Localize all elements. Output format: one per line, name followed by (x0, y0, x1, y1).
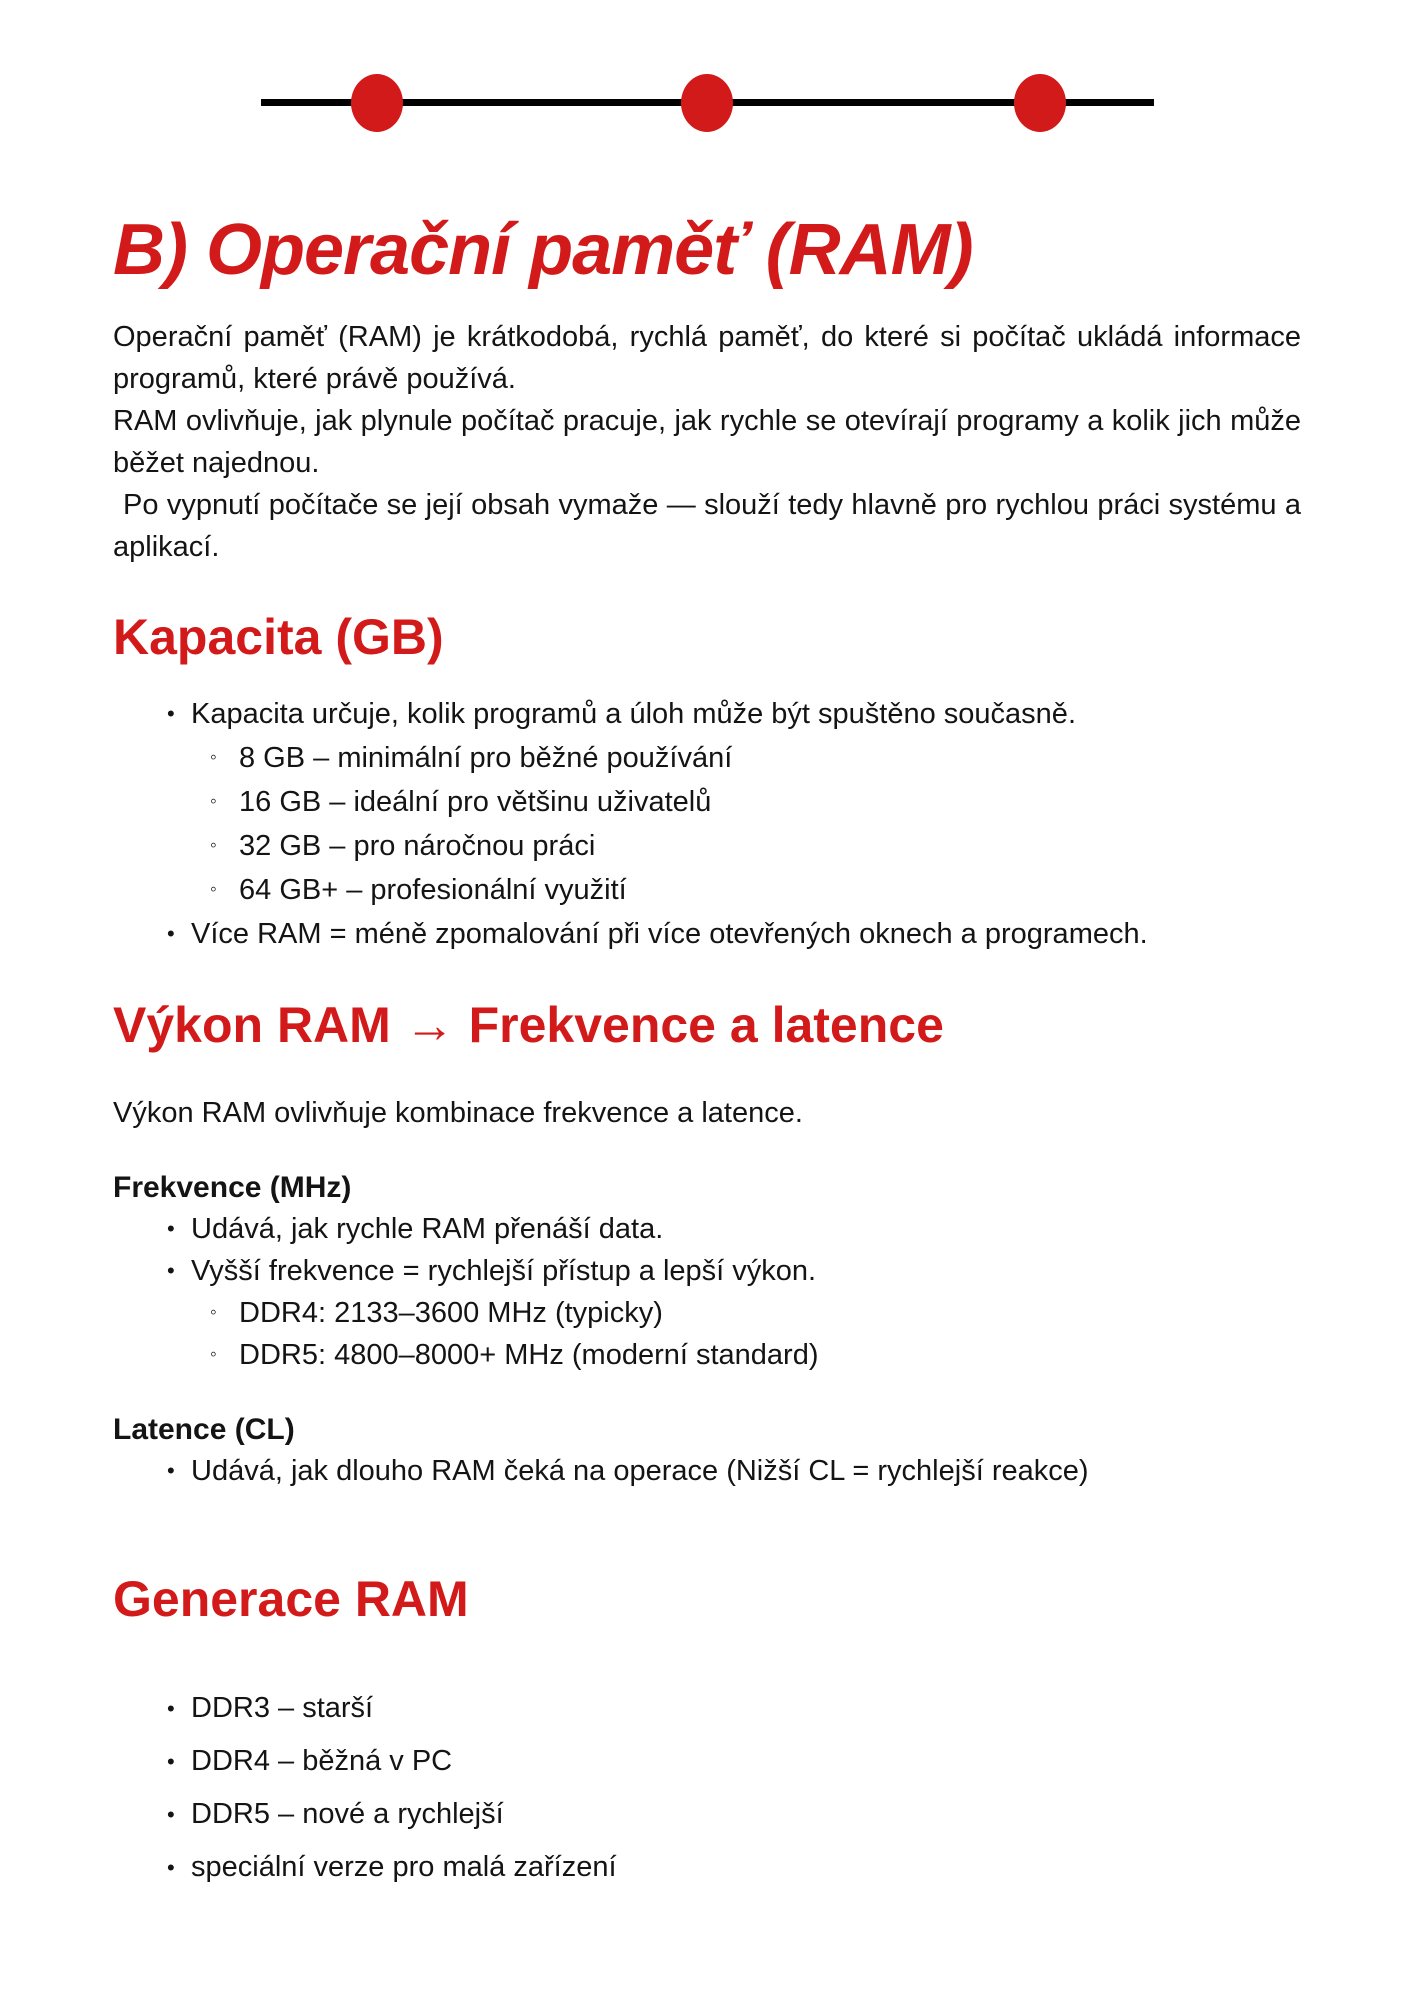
circle-bullet-icon: ◦ (210, 879, 217, 900)
list-item (113, 1682, 1301, 1735)
document-content (113, 210, 1301, 1894)
intro-paragraph-1: Operační paměť (RAM) je krátkodobá, rychlá paměť, do které si počítač ukládá informace programů, které právě používá. (113, 321, 1301, 395)
list-item-text: 32 GB – pro náročnou práci (239, 830, 596, 862)
list-item-text: DDR4 – běžná v PC (191, 1745, 453, 1777)
bullet-icon: • (167, 921, 175, 946)
sub-heading-latence: Latence (CL) (113, 1413, 295, 1446)
list-item-text: Více RAM = méně zpomalování při více otevřených oknech a programech. (191, 918, 1148, 950)
list-item-text: DDR4: 2133–3600 MHz (typicky) (239, 1297, 663, 1329)
intro-paragraphs (113, 316, 1301, 568)
vykon-lead: Výkon RAM ovlivňuje kombinace frekvence a latence. (113, 1097, 803, 1129)
list-item-text: Udává, jak dlouho RAM čeká na operace (Nižší CL = rychlejší reakce) (191, 1455, 1089, 1487)
timeline-decoration (261, 74, 1154, 132)
list-item (113, 1450, 1301, 1492)
kapacita-list (113, 692, 1301, 956)
section-heading-generace: Generace RAM (113, 1571, 469, 1627)
latence-list (113, 1450, 1301, 1492)
generace-list (113, 1682, 1301, 1894)
list-item-text: Kapacita určuje, kolik programů a úloh může být spuštěno současně. (191, 698, 1076, 730)
list-item (113, 1208, 1301, 1250)
bullet-icon: • (167, 1802, 175, 1827)
intro-paragraph-2: RAM ovlivňuje, jak plynule počítač pracuje, jak rychle se otevírají programy a kolik jich může běžet najednou. (113, 405, 1301, 479)
list-item (113, 1735, 1301, 1788)
list-item-text: Vyšší frekvence = rychlejší přístup a lepší výkon. (191, 1255, 817, 1287)
list-item-text: 8 GB – minimální pro běžné používání (239, 742, 733, 774)
section-heading-vykon: Výkon RAM → Frekvence a latence (113, 997, 944, 1053)
list-item-text: 16 GB – ideální pro většinu uživatelů (239, 786, 712, 818)
list-item (113, 1292, 1301, 1334)
list-item (113, 824, 1301, 868)
circle-bullet-icon: ◦ (210, 835, 217, 856)
bullet-icon: • (167, 1855, 175, 1880)
list-item (113, 1334, 1301, 1376)
list-item (113, 912, 1301, 956)
circle-bullet-icon: ◦ (210, 791, 217, 812)
list-item-text: speciální verze pro malá zařízení (191, 1851, 617, 1883)
timeline-dot (1014, 74, 1066, 132)
section-heading-kapacita: Kapacita (GB) (113, 609, 444, 665)
list-item-text: 64 GB+ – profesionální využití (239, 874, 627, 906)
list-item (113, 868, 1301, 912)
list-item-text: DDR5 – nové a rychlejší (191, 1798, 504, 1830)
list-item-text: DDR5: 4800–8000+ MHz (moderní standard) (239, 1339, 819, 1371)
bullet-icon: • (167, 701, 175, 726)
list-item (113, 780, 1301, 824)
bullet-icon: • (167, 1458, 175, 1483)
list-item-text: DDR3 – starší (191, 1692, 374, 1724)
frekvence-list (113, 1208, 1301, 1376)
timeline-dot (681, 74, 733, 132)
circle-bullet-icon: ◦ (210, 747, 217, 768)
bullet-icon: • (167, 1216, 175, 1241)
list-item (113, 1841, 1301, 1894)
circle-bullet-icon: ◦ (210, 1344, 217, 1365)
list-item-text: Udává, jak rychle RAM přenáší data. (191, 1213, 664, 1245)
bullet-icon: • (167, 1258, 175, 1283)
intro-paragraph-3: Po vypnutí počítače se její obsah vymaže — slouží tedy hlavně pro rychlou práci systému a aplikací. (113, 489, 1301, 563)
list-item (113, 736, 1301, 780)
list-item (113, 692, 1301, 736)
timeline-dot (351, 74, 403, 132)
page-title: B) Operační paměť (RAM) (113, 210, 973, 290)
bullet-icon: • (167, 1696, 175, 1721)
bullet-icon: • (167, 1749, 175, 1774)
list-item (113, 1788, 1301, 1841)
circle-bullet-icon: ◦ (210, 1302, 217, 1323)
sub-heading-frekvence: Frekvence (MHz) (113, 1171, 352, 1204)
list-item (113, 1250, 1301, 1292)
